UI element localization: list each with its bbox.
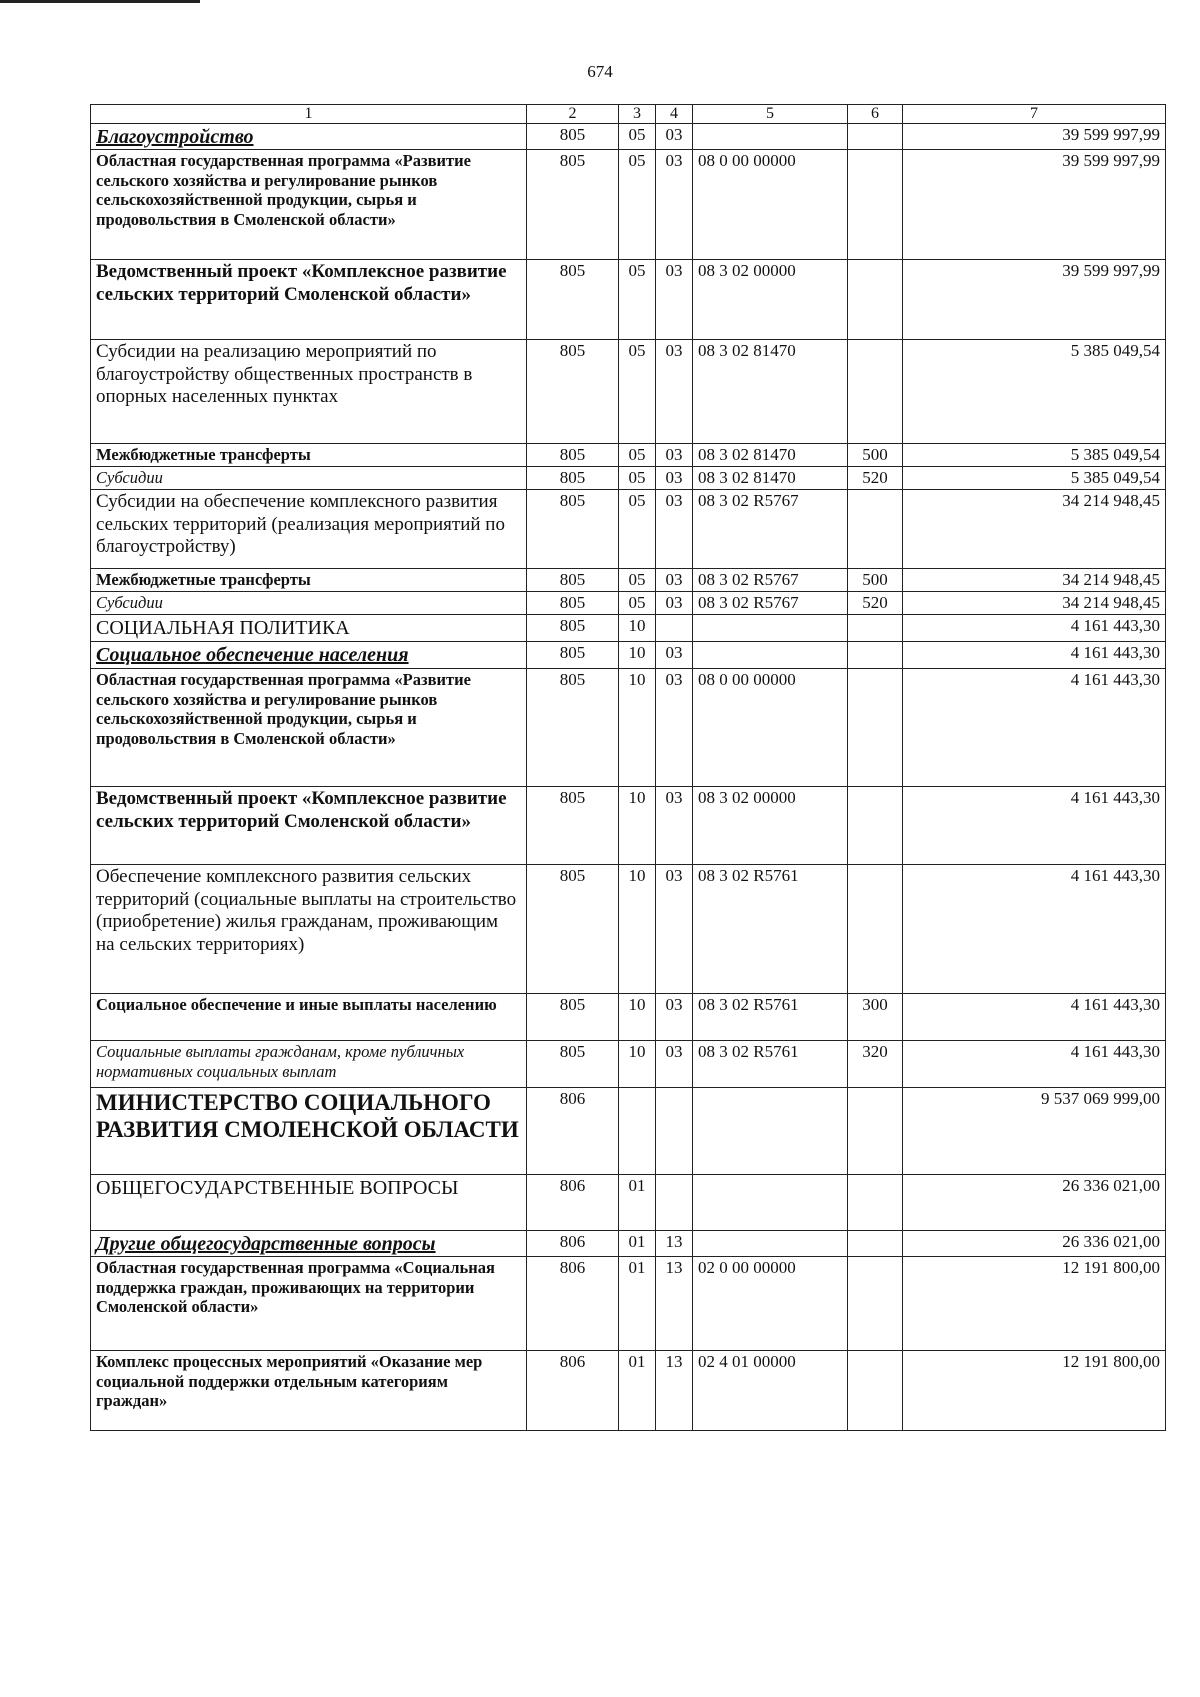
target-article-cell: 02 4 01 00000: [693, 1350, 848, 1430]
amount-cell: 39 599 997,99: [903, 259, 1166, 339]
scan-edge-line: [0, 0, 200, 3]
page-number: 674: [587, 62, 613, 81]
subsection-code-cell: 03: [656, 568, 693, 591]
table-row: [91, 614, 1166, 641]
amount-cell: 4 161 443,30: [903, 641, 1166, 668]
item-name-cell: Ведомственный проект «Комплексное развитие сельских территорий Смоленской области»: [91, 786, 527, 864]
target-article-cell: 08 3 02 R5761: [693, 1040, 848, 1087]
header-cell: 4: [656, 105, 693, 124]
table-row: [91, 489, 1166, 568]
header-cell: 1: [91, 105, 527, 124]
expense-type-cell: [848, 1230, 903, 1256]
target-article-cell: 08 3 02 R5761: [693, 993, 848, 1040]
table-row: [91, 1174, 1166, 1230]
section-code-cell: 05: [619, 123, 656, 149]
expense-type-cell: 500: [848, 568, 903, 591]
item-name-cell: Социальное обеспечение населения: [91, 641, 527, 668]
item-name-cell: Областная государственная программа «Социальная поддержка граждан, проживающих на территории Смоленской области»: [91, 1256, 527, 1350]
item-name-cell: Субсидии: [91, 591, 527, 614]
target-article-cell: 08 3 02 R5767: [693, 591, 848, 614]
section-code-cell: 10: [619, 668, 656, 786]
item-name-cell: Субсидии на обеспечение комплексного развития сельских территорий (реализация мероприятий по благоустройству): [91, 489, 527, 568]
ministry-code-cell: 805: [527, 864, 619, 993]
target-article-cell: [693, 641, 848, 668]
subsection-code-cell: 03: [656, 259, 693, 339]
table-header-row: [91, 105, 1166, 124]
amount-cell: 5 385 049,54: [903, 339, 1166, 443]
subsection-code-cell: 03: [656, 786, 693, 864]
expense-type-cell: 500: [848, 443, 903, 466]
ministry-code-cell: 805: [527, 259, 619, 339]
section-code-cell: 01: [619, 1230, 656, 1256]
target-article-cell: 08 3 02 R5767: [693, 568, 848, 591]
ministry-code-cell: 805: [527, 339, 619, 443]
item-name-cell: Обеспечение комплексного развития сельских территорий (социальные выплаты на строительство (приобретение) жилья гражданам, проживающим на сельских территориях): [91, 864, 527, 993]
amount-cell: 4 161 443,30: [903, 786, 1166, 864]
section-code-cell: 10: [619, 864, 656, 993]
section-code-cell: [619, 1087, 656, 1174]
item-name-cell: Ведомственный проект «Комплексное развитие сельских территорий Смоленской области»: [91, 259, 527, 339]
section-code-cell: 10: [619, 786, 656, 864]
ministry-code-cell: 806: [527, 1174, 619, 1230]
expense-type-cell: [848, 259, 903, 339]
amount-cell: 39 599 997,99: [903, 123, 1166, 149]
ministry-code-cell: 806: [527, 1256, 619, 1350]
table-row: [91, 149, 1166, 259]
expense-type-cell: 320: [848, 1040, 903, 1087]
item-name-cell: Социальное обеспечение и иные выплаты населению: [91, 993, 527, 1040]
item-name-cell: Социальные выплаты гражданам, кроме публичных нормативных социальных выплат: [91, 1040, 527, 1087]
header-cell: 5: [693, 105, 848, 124]
amount-cell: 4 161 443,30: [903, 993, 1166, 1040]
section-code-cell: 10: [619, 614, 656, 641]
table-row: [91, 339, 1166, 443]
table-row: [91, 466, 1166, 489]
subsection-code-cell: [656, 1174, 693, 1230]
budget-table: [90, 104, 1166, 1431]
expense-type-cell: 520: [848, 466, 903, 489]
section-code-cell: 05: [619, 339, 656, 443]
expense-type-cell: 520: [848, 591, 903, 614]
target-article-cell: 08 3 02 81470: [693, 443, 848, 466]
amount-cell: 5 385 049,54: [903, 466, 1166, 489]
expense-type-cell: [848, 641, 903, 668]
table-row: [91, 1087, 1166, 1174]
ministry-code-cell: 805: [527, 1040, 619, 1087]
ministry-code-cell: 805: [527, 614, 619, 641]
table-row: [91, 568, 1166, 591]
target-article-cell: [693, 1230, 848, 1256]
item-name-cell: ОБЩЕГОСУДАРСТВЕННЫЕ ВОПРОСЫ: [91, 1174, 527, 1230]
section-code-cell: 01: [619, 1174, 656, 1230]
subsection-code-cell: 03: [656, 668, 693, 786]
target-article-cell: 08 0 00 00000: [693, 149, 848, 259]
ministry-code-cell: 805: [527, 668, 619, 786]
expense-type-cell: [848, 864, 903, 993]
target-article-cell: [693, 1087, 848, 1174]
target-article-cell: 08 3 02 00000: [693, 786, 848, 864]
item-name-cell: Областная государственная программа «Развитие сельского хозяйства и регулирование рынков сельскохозяйственной продукции, сырья и продовольствия в Смоленской области»: [91, 149, 527, 259]
item-name-cell: Межбюджетные трансферты: [91, 568, 527, 591]
expense-type-cell: [848, 668, 903, 786]
item-name-cell: СОЦИАЛЬНАЯ ПОЛИТИКА: [91, 614, 527, 641]
amount-cell: 34 214 948,45: [903, 591, 1166, 614]
target-article-cell: 08 3 02 81470: [693, 466, 848, 489]
ministry-code-cell: 805: [527, 786, 619, 864]
table-row: [91, 668, 1166, 786]
item-name-cell: Комплекс процессных мероприятий «Оказание мер социальной поддержки отдельным категориям граждан»: [91, 1350, 527, 1430]
ministry-code-cell: 805: [527, 466, 619, 489]
ministry-code-cell: 805: [527, 149, 619, 259]
expense-type-cell: [848, 123, 903, 149]
expense-type-cell: [848, 149, 903, 259]
table-row: [91, 1230, 1166, 1256]
expense-type-cell: [848, 614, 903, 641]
ministry-code-cell: 805: [527, 641, 619, 668]
item-name-cell: МИНИСТЕРСТВО СОЦИАЛЬНОГО РАЗВИТИЯ СМОЛЕНСКОЙ ОБЛАСТИ: [91, 1087, 527, 1174]
subsection-code-cell: 13: [656, 1350, 693, 1430]
table-row: [91, 993, 1166, 1040]
amount-cell: 34 214 948,45: [903, 568, 1166, 591]
subsection-code-cell: 03: [656, 641, 693, 668]
section-code-cell: 10: [619, 641, 656, 668]
subsection-code-cell: 03: [656, 993, 693, 1040]
table-row: [91, 864, 1166, 993]
ministry-code-cell: 806: [527, 1087, 619, 1174]
expense-type-cell: [848, 1087, 903, 1174]
amount-cell: 26 336 021,00: [903, 1174, 1166, 1230]
section-code-cell: 05: [619, 466, 656, 489]
target-article-cell: 08 3 02 R5767: [693, 489, 848, 568]
section-code-cell: 10: [619, 1040, 656, 1087]
target-article-cell: 08 0 00 00000: [693, 668, 848, 786]
section-code-cell: 05: [619, 568, 656, 591]
table-row: [91, 259, 1166, 339]
item-name-cell: Субсидии: [91, 466, 527, 489]
subsection-code-cell: 13: [656, 1230, 693, 1256]
amount-cell: 5 385 049,54: [903, 443, 1166, 466]
subsection-code-cell: 03: [656, 123, 693, 149]
section-code-cell: 05: [619, 443, 656, 466]
subsection-code-cell: [656, 1087, 693, 1174]
ministry-code-cell: 805: [527, 993, 619, 1040]
section-code-cell: 05: [619, 259, 656, 339]
item-name-cell: Межбюджетные трансферты: [91, 443, 527, 466]
subsection-code-cell: [656, 614, 693, 641]
section-code-cell: 05: [619, 489, 656, 568]
section-code-cell: 01: [619, 1256, 656, 1350]
expense-type-cell: [848, 1256, 903, 1350]
target-article-cell: 08 3 02 81470: [693, 339, 848, 443]
header-cell: 2: [527, 105, 619, 124]
subsection-code-cell: 13: [656, 1256, 693, 1350]
amount-cell: 39 599 997,99: [903, 149, 1166, 259]
target-article-cell: 08 3 02 00000: [693, 259, 848, 339]
expense-type-cell: [848, 1350, 903, 1430]
amount-cell: 4 161 443,30: [903, 614, 1166, 641]
expense-type-cell: 300: [848, 993, 903, 1040]
table-row: [91, 123, 1166, 149]
amount-cell: 34 214 948,45: [903, 489, 1166, 568]
target-article-cell: 08 3 02 R5761: [693, 864, 848, 993]
subsection-code-cell: 03: [656, 1040, 693, 1087]
table-row: [91, 443, 1166, 466]
ministry-code-cell: 805: [527, 123, 619, 149]
ministry-code-cell: 806: [527, 1230, 619, 1256]
target-article-cell: 02 0 00 00000: [693, 1256, 848, 1350]
amount-cell: 12 191 800,00: [903, 1350, 1166, 1430]
ministry-code-cell: 806: [527, 1350, 619, 1430]
amount-cell: 12 191 800,00: [903, 1256, 1166, 1350]
subsection-code-cell: 03: [656, 466, 693, 489]
expense-type-cell: [848, 339, 903, 443]
table-row: [91, 591, 1166, 614]
expense-type-cell: [848, 489, 903, 568]
header-cell: 3: [619, 105, 656, 124]
amount-cell: 26 336 021,00: [903, 1230, 1166, 1256]
table-row: [91, 1350, 1166, 1430]
item-name-cell: Областная государственная программа «Развитие сельского хозяйства и регулирование рынков сельскохозяйственной продукции, сырья и продовольствия в Смоленской области»: [91, 668, 527, 786]
subsection-code-cell: 03: [656, 339, 693, 443]
expense-type-cell: [848, 786, 903, 864]
expense-type-cell: [848, 1174, 903, 1230]
ministry-code-cell: 805: [527, 489, 619, 568]
subsection-code-cell: 03: [656, 591, 693, 614]
subsection-code-cell: 03: [656, 149, 693, 259]
header-cell: 6: [848, 105, 903, 124]
amount-cell: 4 161 443,30: [903, 1040, 1166, 1087]
target-article-cell: [693, 123, 848, 149]
amount-cell: 4 161 443,30: [903, 864, 1166, 993]
target-article-cell: [693, 1174, 848, 1230]
item-name-cell: Благоустройство: [91, 123, 527, 149]
section-code-cell: 10: [619, 993, 656, 1040]
section-code-cell: 05: [619, 149, 656, 259]
section-code-cell: 05: [619, 591, 656, 614]
subsection-code-cell: 03: [656, 864, 693, 993]
target-article-cell: [693, 614, 848, 641]
item-name-cell: Другие общегосударственные вопросы: [91, 1230, 527, 1256]
ministry-code-cell: 805: [527, 568, 619, 591]
amount-cell: 4 161 443,30: [903, 668, 1166, 786]
section-code-cell: 01: [619, 1350, 656, 1430]
table-row: [91, 641, 1166, 668]
table-row: [91, 1040, 1166, 1087]
amount-cell: 9 537 069 999,00: [903, 1087, 1166, 1174]
table-row: [91, 786, 1166, 864]
subsection-code-cell: 03: [656, 443, 693, 466]
item-name-cell: Субсидии на реализацию мероприятий по благоустройству общественных пространств в опорных населенных пунктах: [91, 339, 527, 443]
ministry-code-cell: 805: [527, 443, 619, 466]
header-cell: 7: [903, 105, 1166, 124]
ministry-code-cell: 805: [527, 591, 619, 614]
subsection-code-cell: 03: [656, 489, 693, 568]
table-row: [91, 1256, 1166, 1350]
